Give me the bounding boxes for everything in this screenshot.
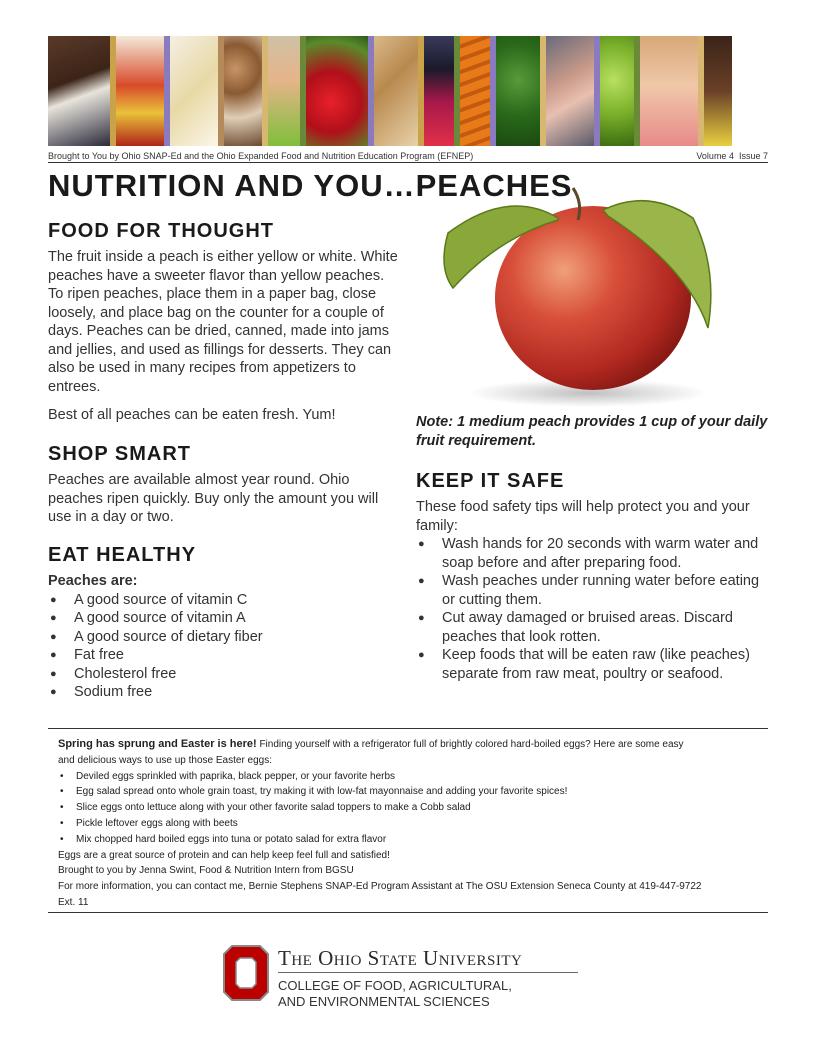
volume-issue: Volume 4 Issue 7 (696, 151, 768, 161)
easter-contact-line: For more information, you can contact me, Bernie Stephens SNAP-Ed Program Assistant at The OSU Extension Seneca County at 419-447-9722 Ext. 11 (58, 881, 702, 908)
easter-tips-list (58, 769, 768, 848)
list-item: ● Keep foods that will be eaten raw (like peaches) separate from raw meat, poultry or seafood. (416, 646, 768, 683)
hands-photo (546, 36, 594, 146)
list-item: • Deviled eggs sprinkled with paprika, black pepper, or your favorite herbs (58, 769, 768, 785)
peach-note: Note: 1 medium peach provides 1 cup of your daily fruit requirement. (416, 414, 768, 449)
list-item: • Slice eggs onto lettuce along with your other favorite salad toppers to make a Cobb salad (58, 800, 768, 816)
list-item: ● Cholesterol free (48, 665, 398, 684)
page-title: NUTRITION AND YOU…PEACHES (48, 168, 573, 203)
university-name: The Ohio State University (278, 946, 523, 970)
list-item: ● A good source of vitamin A (48, 609, 398, 628)
block-o-icon (222, 944, 270, 1002)
list-item: ● Fat free (48, 646, 398, 665)
college-line-2: AND ENVIRONMENTAL SCIENCES (278, 994, 490, 1009)
list-item: • Pickle leftover eggs along with beets (58, 816, 768, 832)
list-item: ● Sodium free (48, 683, 398, 702)
logo-divider (278, 972, 578, 973)
list-item: ● Cut away damaged or bruised areas. Discard peaches that look rotten. (416, 609, 768, 646)
eggs-photo (224, 36, 262, 146)
shop-smart-section (48, 443, 398, 527)
list-item: ● Wash peaches under running water before eating or cutting them. (416, 572, 768, 609)
food-for-thought-heading: FOOD FOR THOUGHT (48, 220, 274, 242)
peppers-photo (116, 36, 164, 146)
keep-it-safe-list (416, 535, 768, 683)
easter-author-line: Brought to you by Jenna Swint, Food & Nutrition Intern from BGSU (58, 865, 354, 877)
easter-intro (58, 737, 698, 769)
eat-healthy-list (48, 591, 398, 702)
child-photo (48, 36, 110, 146)
woman-photo (704, 36, 732, 146)
list-item: • Mix chopped hard boiled eggs into tuna or potato salad for extra flavor (58, 832, 768, 848)
keep-it-safe-heading: KEEP IT SAFE (416, 470, 565, 492)
list-item: ● A good source of dietary fiber (48, 628, 398, 647)
list-item: • Egg salad spread onto whole grain toast, try making it with low-fat mayonnaise and adding your favorite spices! (58, 784, 768, 800)
cheese-photo (170, 36, 218, 146)
easter-protein-line: Eggs are a great source of protein and can help keep feel full and satisfied! (58, 849, 390, 861)
eat-healthy-subheading: Peaches are: (48, 573, 138, 589)
list-item: ● A good source of vitamin C (48, 591, 398, 610)
easter-eggs-box (48, 728, 768, 913)
brought-to-you-text: Brought to You by Ohio SNAP-Ed and the Ohio Expanded Food and Nutrition Education Program (EFNEP) (48, 151, 474, 161)
carrots-photo (460, 36, 490, 146)
easter-lead-bold: Spring has sprung and Easter is here! (58, 738, 257, 750)
strawberries-photo (306, 36, 368, 146)
keep-it-safe-section (416, 470, 768, 683)
college-line-1: COLLEGE OF FOOD, AGRICULTURAL, (278, 978, 512, 993)
broccoli-photo (496, 36, 540, 146)
peach-image (408, 178, 738, 410)
food-for-thought-closing: Best of all peaches can be eaten fresh. Yum! (48, 407, 336, 423)
green-apples-photo (600, 36, 634, 146)
woman-smiling-photo (268, 36, 300, 146)
osu-logo (222, 944, 582, 1010)
berries-photo (424, 36, 454, 146)
food-for-thought-body: The fruit inside a peach is either yellow or white. White peaches have a sweeter flavor than yellow peaches. To ripen peaches, place them in a paper bag, close loosely, and place bag on the counter for a couple of days. Peaches can be dried, canned, made into jams and jellies, and used as fillings for desserts. They can also be used in many recipes from appetizers to entrees. (48, 249, 398, 395)
shop-smart-heading: SHOP SMART (48, 443, 191, 465)
food-for-thought-section (48, 220, 398, 425)
header-photo-strip (48, 36, 768, 146)
shop-smart-body: Peaches are available almost year round. Ohio peaches ripen quickly. Buy only the amount you will use in a day or two. (48, 472, 379, 525)
eat-healthy-heading: EAT HEALTHY (48, 544, 197, 566)
keep-it-safe-intro: These food safety tips will help protect you and your family: (416, 499, 750, 534)
byline (48, 151, 768, 163)
list-item: ● Wash hands for 20 seconds with warm water and soap before and after preparing food. (416, 535, 768, 572)
eat-healthy-section (48, 544, 398, 702)
girl-smiling-photo (640, 36, 698, 146)
easter-lead-rest: Finding yourself with a refrigerator full of brightly colored hard-boiled eggs? Here are some easy and delicious ways to use up those Easter eggs: (58, 739, 684, 766)
bread-photo (374, 36, 418, 146)
